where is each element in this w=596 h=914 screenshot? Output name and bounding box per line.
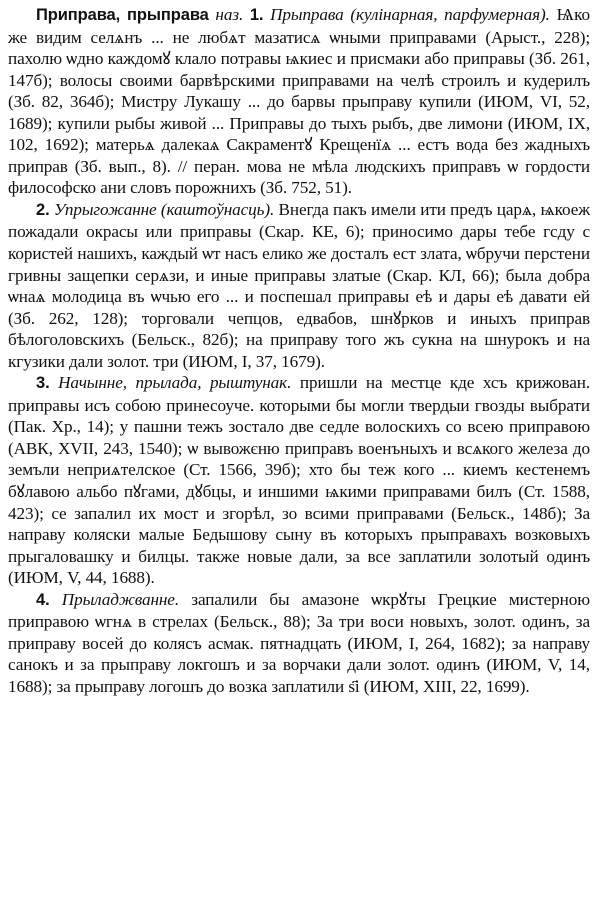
headword: Приправа, прыправа [36,6,209,24]
sense-definition: Упрыгожанне (каштоўнасць). [53,199,275,219]
sense-definition: Прыправа (кулінарная, парфумерная). [270,5,550,24]
sense-body: Ѩко же видим селѧнъ ... не любѧт мазатисѧ ѡными приправами (Арыст., 228); пахолю ѡдно каждомꙋ клало потравы ѩкиес и присмаки або приправы (Зб. 261, 147б); волосы своими барвѣрскими приправами на челѣ строилъ и кудерилъ (Зб. 82, 364б); Мистру Лукашу ... до барвы прыправу купили (ИЮМ, VI, 52, 1689); купили рыбы живой ... Приправы до тыхъ рыбъ, две лимони (ИЮМ, IX, 102, 1692); матерьѧ далекаѧ Сакраментꙋ Крещенїѧ ... естъ вода без жадныхъ приправ (Зб. вып., 8). // перан. мова не мѣла людскихъ приправъ ѡ гордости философско ани словъ порожнихъ (Зб. 752, 51). [8,5,590,198]
part-of-speech: наз. [215,5,244,24]
sense-definition: Начынне, прылада, рыштунак. [58,373,292,393]
sense-body: пришли на местце кде хсъ крижован. приправы исъ собою принесоуче. которыми бы могли твердыи гвозды выбрати (Пак. Хр., 14); у пашни тежъ зостало две седле волоскихъ со всею приправою (АВК, XVII, 243, 1540); ѡ вывожєню приправъ военъныхъ и всѧкого железа до земъли неприѧтелское (Ст. 1566, 39б); хто бы теж кого ... киемъ кестенемъ бꙋлавою альбо пꙋгами, дꙋбцы, и иншими ѩкими приправами билъ (Ст. 1588, 423); се запалил их мост и згорѣл, зо всими приправами (Бельск., 148б); За направу коляски малые Бедышову сыну въ которыхъ прыправахъ возковыхъ прыгаловашку и билцы. также новые дали, за все заплатили золотый одинъ (ИЮМ, V, 44, 1688). [8,373,591,588]
sense-number: 1. [249,6,264,24]
entry-sense-1 [8,4,590,199]
entry-sense-2 [8,199,590,372]
sense-number: 2. [36,200,50,219]
sense-definition: Прыладжванне. [61,589,180,609]
sense-number: 4. [36,590,50,609]
sense-body: запалили бы амазоне ѡкрꙋты Грецкие мистерною приправою ѡгнѧ в стрелах (Бельск., 88); За три воси новыхъ, золот. одинъ, за приправу восей до колясъ асмак. пятнадцать (ИЮМ, I, 264, 1682); за направу санокъ и за прыправу локгошъ и за ворчаки дали золот. одинъ (ИЮМ, V, 14, 1688); за прыправу логошъ до возка заплатили ѕ҃і (ИЮМ, XIII, 22, 1699). [8,589,590,696]
entry-sense-4 [8,589,590,698]
entry-sense-3 [8,372,590,588]
sense-body: Внегда пакъ имели ити предъ царѧ, ѩкоеж пожадали окрасы или приправы (Скар. КЕ, 6); приносимо дары тебе гсду с користей нашихъ, каждый ѡт насъ елико же досталъ ест злата, ѡбручи перстени гривны защепки серѧзи, и иные приправы златые (Скар. КЛ, 66); была добра ѡнаѧ молодица въ ѡчью его ... и поспешал приправы еѣ и дары еѣ давати ей (Зб. 262, 128); торговали чепцов, едвабов, шнꙋрков и иныхъ приправ бѣлоголовскихъ (Бельск., 82б); на приправу того жъ сукна на шнурокъ и на кгузики дали золот. три (ИЮМ, I, 37, 1679). [8,199,590,371]
sense-number: 3. [36,374,50,393]
